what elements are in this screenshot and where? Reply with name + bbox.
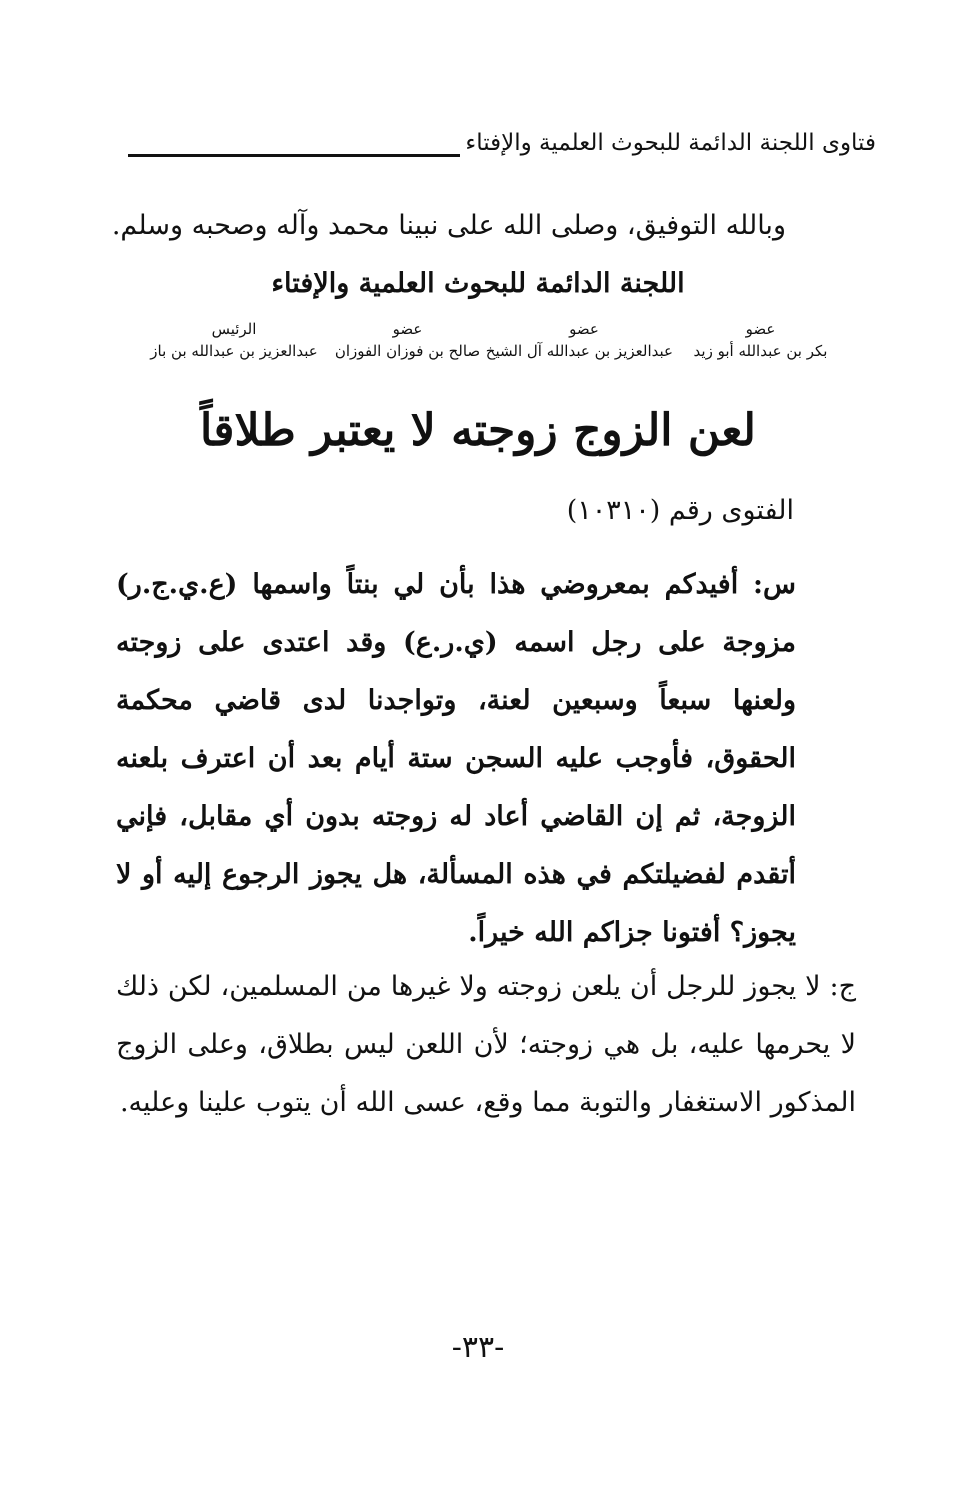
header-title: فتاوى اللجنة الدائمة للبحوث العلمية والإفتاء (465, 130, 876, 156)
signature-member-1 (673, 316, 848, 360)
signature-president (148, 316, 320, 360)
running-header (128, 130, 876, 166)
answer-paragraph: ج: لا يجوز للرجل أن يلعن زوجته ولا غيرها من المسلمين، لكن ذلك لا يحرمها عليه، بل هي زوجته؛ لأن اللعن ليس بطلاق، وعلى الزوج المذكور الاستغفار والتوبة مما وقع، عسى الله أن يتوب علينا وعليه. (116, 971, 856, 1118)
signature-name: صالح بن فوزان الفوزان (334, 342, 481, 360)
fatwa-title: لعن الزوج زوجته لا يعتبر طلاقاً (200, 405, 756, 456)
fatwa-number: الفتوى رقم (١٠٣١٠) (566, 495, 794, 526)
closing-line: وبالله التوفيق، وصلى الله على نبينا محمد وآله وصحبه وسلم. (111, 210, 786, 241)
question-paragraph: س: أفيدكم بمعروضي هذا بأن لي بنتاً واسمها (ع.ي.ج.ر) مزوجة على رجل اسمه (ي.ر.ع) وقد اعتدى على زوجته ولعنها سبعاً وسبعين لعنة، وتواجدنا لدى قاضي محكمة الحقوق، فأوجب عليه السجن ستة أيام بعد أن اعترف بلعنه الزوجة، ثم إن القاضي أعاد له زوجته بدون أي مقابل، فإني أتقدم لفضيلتكم في هذه المسألة، هل يجوز الرجوع إليه أو لا يجوز؟ أفتونا جزاكم الله خيراً. (116, 569, 796, 948)
signature-role: الرئيس (211, 320, 257, 338)
page-number: -٣٣- (451, 1330, 505, 1365)
committee-heading: اللجنة الدائمة للبحوث العلمية والإفتاء (271, 268, 685, 299)
header-rule (128, 154, 460, 157)
signature-block (148, 316, 848, 376)
signature-name: عبدالعزيز بن عبدالله آل الشيخ (485, 342, 673, 360)
signature-member-2 (485, 316, 673, 360)
signature-role: عضو (745, 320, 776, 338)
signature-name: عبدالعزيز بن عبدالله بن باز (150, 342, 318, 360)
signature-role: عضو (569, 320, 599, 338)
signature-role: عضو (392, 320, 423, 338)
signature-member-3 (320, 316, 495, 360)
signature-name: بكر بن عبدالله أبو زيد (693, 342, 828, 360)
